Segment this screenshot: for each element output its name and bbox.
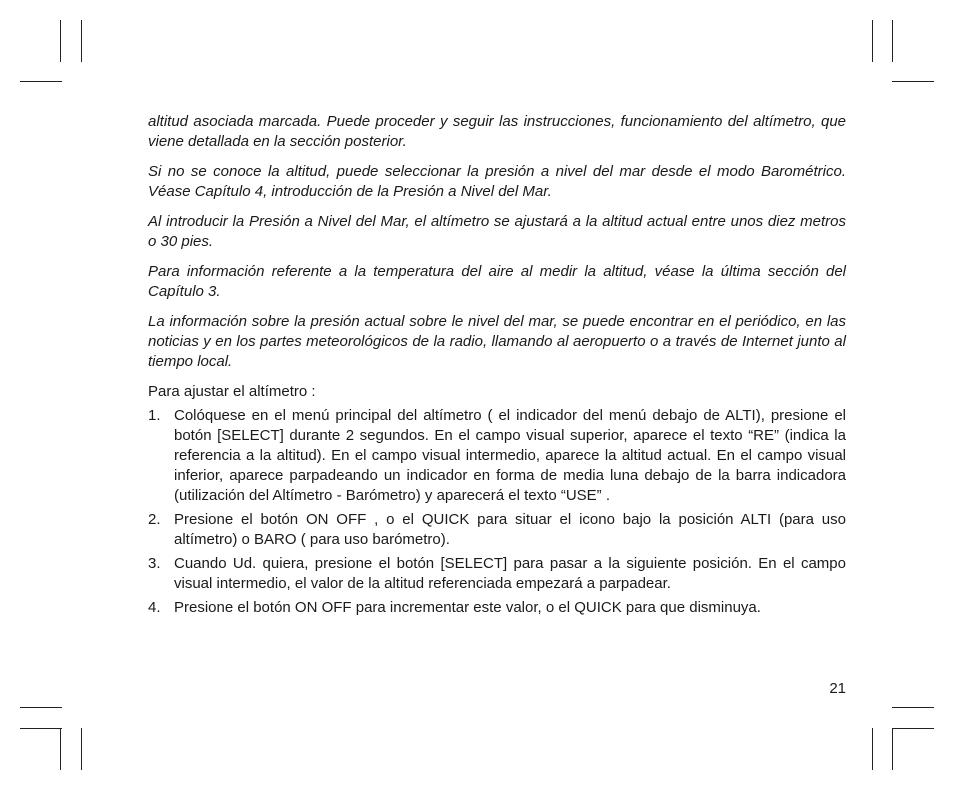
crop-mark: [892, 728, 934, 729]
paragraph: La información sobre la presión actual sobre le nivel del mar, se puede encontrar en el periódico, en las noticias y en los partes meteorológicos de la radio, llamando al aeropuerto o a través de Internet junto al tiempo local.: [148, 313, 846, 370]
crop-mark: [872, 728, 873, 770]
crop-mark: [81, 728, 82, 770]
list-item: [148, 554, 846, 594]
paragraph: Al introducir la Presión a Nivel del Mar, el altímetro se ajustará a la altitud actual entre unos diez metros o 30 pies.: [148, 213, 846, 250]
paragraph: Si no se conoce la altitud, puede seleccionar la presión a nivel del mar desde el modo Barométrico. Véase Capítulo 4, introducción de la Presión a Nivel del Mar.: [148, 163, 846, 200]
page-number: 21: [829, 680, 846, 697]
step-number: 1.: [148, 407, 161, 424]
instructions-intro: Para ajustar el altímetro :: [148, 383, 316, 400]
page-content: [148, 112, 846, 622]
crop-mark: [892, 707, 934, 708]
step-number: 2.: [148, 511, 161, 528]
paragraph: altitud asociada marcada. Puede proceder y seguir las instrucciones, funcionamiento del altímetro, que viene detallada en la sección posterior.: [148, 113, 846, 150]
crop-mark: [60, 728, 61, 770]
list-item: [148, 598, 846, 618]
step-text: Presione el botón ON OFF para incrementar este valor, o el QUICK para que disminuya.: [174, 599, 761, 616]
crop-mark: [81, 20, 82, 62]
crop-mark: [892, 728, 893, 770]
crop-mark: [20, 707, 62, 708]
step-number: 4.: [148, 599, 161, 616]
crop-mark: [20, 81, 62, 82]
step-number: 3.: [148, 555, 161, 572]
list-item: [148, 510, 846, 550]
step-text: Colóquese en el menú principal del altímetro ( el indicador del menú debajo de ALTI), presione el botón [SELECT] durante 2 segundos. En el campo visual superior, aparece el texto “RE” (indica la referencia a la altitud). En el campo visual intermedio, aparece la altitud actual. En el campo visual inferior, aparece parpadeando un indicador en forma de media luna debajo de la barra indicadora (utilización del Altímetro - Barómetro) y aparecerá el texto “USE” .: [174, 407, 846, 504]
crop-mark: [892, 81, 934, 82]
list-item: [148, 406, 846, 506]
crop-mark: [872, 20, 873, 62]
crop-mark: [20, 728, 62, 729]
step-text: Presione el botón ON OFF , o el QUICK para situar el icono bajo la posición ALTI (para uso altímetro) o BARO ( para uso barómetro).: [174, 511, 846, 548]
instruction-steps: [148, 406, 846, 618]
step-text: Cuando Ud. quiera, presione el botón [SELECT] para pasar a la siguiente posición. En el campo visual intermedio, el valor de la altitud referenciada empezará a parpadear.: [174, 555, 846, 592]
crop-mark: [60, 20, 61, 62]
paragraph: Para información referente a la temperatura del aire al medir la altitud, véase la última sección del Capítulo 3.: [148, 263, 846, 300]
crop-mark: [892, 20, 893, 62]
